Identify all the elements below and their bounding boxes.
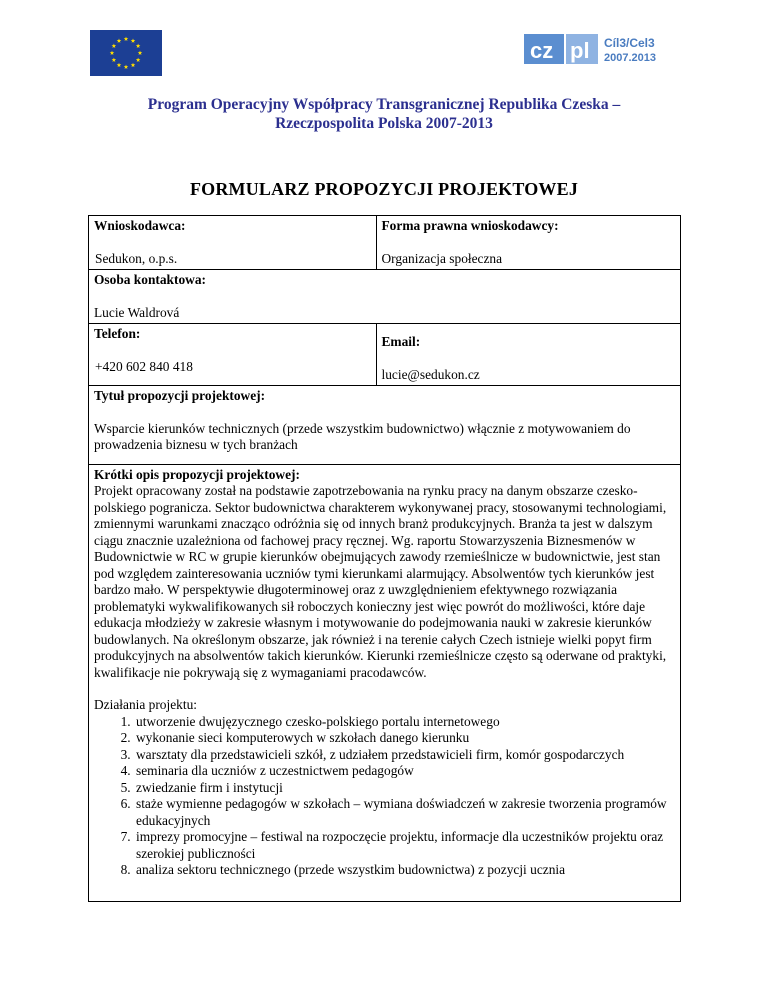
applicant-cell: [89, 216, 377, 270]
contact-cell: [89, 270, 681, 324]
phone-value: +420 602 840 418: [95, 358, 193, 374]
logo-pl: pl: [570, 38, 590, 63]
short-desc-row: [89, 464, 681, 901]
logo-cz: cz: [530, 38, 554, 63]
activity-item: 2. wykonanie sieci komputerowych w szkołach danego kierunku: [134, 730, 675, 747]
applicant-value: Sedukon, o.p.s.: [95, 250, 178, 266]
project-title-cell: [89, 386, 681, 465]
activity-item: 6. staże wymienne pedagogów w szkołach – wymiana doświadczeń w zakresie tworzenia programów edukacyjnych: [134, 796, 675, 829]
contact-row: [89, 270, 681, 324]
cz-pl-logo: [524, 32, 674, 66]
contact-label: Osoba kontaktowa:: [94, 272, 206, 287]
eu-stars-icon: [90, 30, 162, 76]
applicant-row: [89, 216, 681, 270]
legal-form-cell: [376, 216, 681, 270]
form-title: FORMULARZ PROPOZYCJI PROJEKTOWEJ: [189, 179, 579, 199]
email-value: lucie@sedukon.cz: [381, 366, 480, 382]
contact-value: Lucie Waldrová: [94, 304, 180, 320]
project-title-row: [89, 386, 681, 465]
activity-item: 5. zwiedzanie firm i instytucji: [134, 780, 675, 797]
program-title-line2: Rzeczpospolita Polska 2007-2013: [275, 115, 493, 132]
logo-line2: 2007.2013: [604, 52, 656, 64]
program-title: [0, 95, 768, 133]
eu-flag-icon: [90, 30, 162, 76]
short-desc-label: Krótki opis propozycji projektowej:: [94, 466, 300, 482]
legal-form-value: Organizacja społeczna: [381, 250, 503, 266]
proposal-form-table: [88, 215, 681, 902]
activity-item: 3. warsztaty dla przedstawicieli szkół, z udziałem przedstawicieli firm, komór gospodarczych: [134, 747, 675, 764]
email-cell: [376, 324, 681, 386]
applicant-label: Wnioskodawca:: [94, 218, 186, 233]
phone-cell: [89, 324, 377, 386]
project-title-value: Wsparcie kierunków technicznych (przede wszystkim budownictwo) włącznie z motywowaniem do prowadzenia biznesu w tych branżach: [94, 420, 631, 452]
activities-label: Działania projektu:: [94, 697, 197, 712]
activity-item: 7. imprezy promocyjne – festiwal na rozpoczęcie projektu, informacje dla uczestników projektu oraz szerokiej publiczności: [134, 829, 675, 862]
activity-item: 1. utworzenie dwujęzycznego czesko-polskiego portalu internetowego: [134, 714, 675, 731]
activity-item: 4. seminaria dla uczniów z uczestnictwem pedagogów: [134, 763, 675, 780]
phone-email-row: [89, 324, 681, 386]
activities-list: [94, 714, 675, 879]
program-title-line1: Program Operacyjny Współpracy Transgranicznej Republika Czeska –: [147, 96, 621, 113]
short-desc-cell: [89, 464, 681, 901]
phone-label: Telefon:: [94, 326, 141, 341]
project-title-label: Tytuł propozycji projektowej:: [94, 388, 266, 403]
email-label: Email:: [381, 334, 421, 349]
activity-item: 8. analiza sektoru technicznego (przede wszystkim budownictwa) z pozycji ucznia: [134, 862, 675, 879]
legal-form-label: Forma prawna wnioskodawcy:: [381, 218, 559, 233]
logo-line1: Cíl3/Cel3: [604, 36, 655, 50]
short-desc-text: Projekt opracowany został na podstawie zapotrzebowania na rynku pracy na danym obszarze czesko-polskiego pogranicza. Sektor budownictwa charakterem wykonywanej pracy, stosowanymi technologiami, zmiennymi warunkami znacząco odróżnia się od innych branż produkcyjnych. Branża ta jest w dalszym ciągu znacznie uzależniona od fachowej pracy ręcznej. Wg. raportu Stowarzyszenia Biznesmenów w Budownictwie w RC w grupie kierunków obejmujących zawody rzemieślnicze w budownictwie, jest stan pod względem zainteresowania uczniów tymi kierunkami alarmujący. Absolwentów tych kierunków jest bardzo mało. W perspektywie długoterminowej oraz z uwzględnieniem efektywnego rozwiązania problematyki wykwalifikowanych sił roboczych konieczny jest więc powrót do możliwości, które daje edukacja młodzieży w zakresie własnym i motywowanie do podejmowania nauki w zakresie kierunków budowlanych. Na określonym obszarze, jak również i na terenie całych Czech istnieje wielki popyt firm produkcyjnych na absolwentów takich kierunków. Kierunki rzemieślnicze często są oderwane od praktyki, kwalifikacje nie pokrywają się z wymaganiami pracodawców.: [94, 483, 667, 680]
